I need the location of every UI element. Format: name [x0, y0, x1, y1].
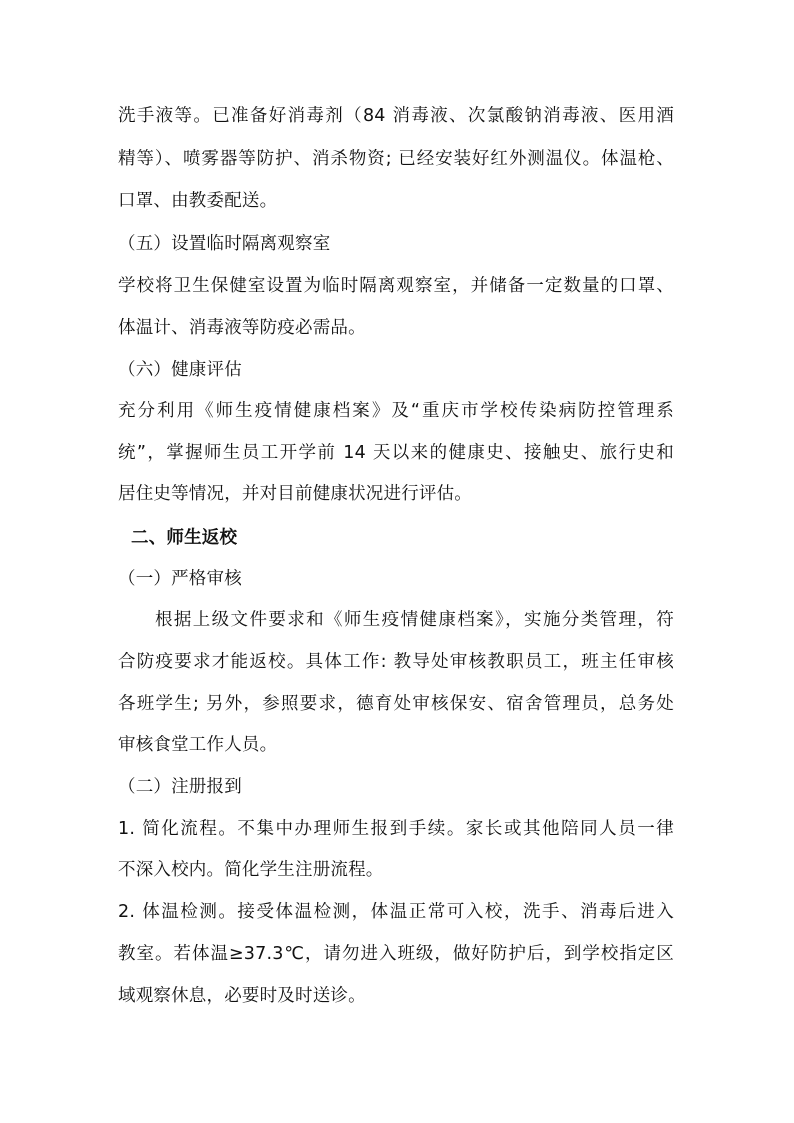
paragraph-line: 学校将卫生保健室设置为临时隔离观察室，并储备一定数量的口罩、 — [118, 276, 674, 296]
chapter-heading: 二、师生返校 — [131, 528, 238, 548]
section-heading: （五）设置临时隔离观察室 — [118, 234, 331, 254]
paragraph-line: 2. 体温检测。接受体温检测，体温正常可入校，洗手、消毒后进入 — [118, 902, 674, 922]
paragraph-line: 体温计、消毒液等防疫必需品。 — [118, 318, 366, 338]
paragraph-line: 精等）、喷雾器等防护、消杀物资; 已经安装好红外测温仪。体温枪、 — [118, 149, 674, 169]
section-heading: （二）注册报到 — [118, 777, 242, 797]
paragraph-line: 1. 简化流程。不集中办理师生报到手续。家长或其他陪同人员一律 — [118, 819, 674, 839]
paragraph-line: 统”，掌握师生员工开学前 14 天以来的健康史、接触史、旅行史和 — [118, 443, 674, 463]
paragraph-line: 教室。若体温≥37.3℃，请勿进入班级，做好防护后，到学校指定区 — [118, 944, 674, 964]
paragraph-line: 充分利用《师生疫情健康档案》及“重庆市学校传染病防控管理系 — [118, 401, 674, 421]
paragraph-line: 不深入校内。简化学生注册流程。 — [118, 860, 384, 880]
paragraph-line: 口罩、由教委配送。 — [118, 191, 278, 211]
section-heading: （六）健康评估 — [118, 360, 242, 380]
section-heading: （一）严格审核 — [118, 569, 242, 589]
paragraph-line: 居住史等情况，并对目前健康状况进行评估。 — [118, 484, 472, 504]
paragraph-line: 域观察休息，必要时及时送诊。 — [118, 986, 366, 1006]
paragraph-line: 审核食堂工作人员。 — [118, 735, 278, 755]
paragraph-line: 洗手液等。已准备好消毒剂（84 消毒液、次氯酸钠消毒液、医用酒 — [118, 106, 674, 126]
paragraph-line: 合防疫要求才能返校。具体工作: 教导处审核教职员工，班主任审核 — [118, 652, 674, 672]
paragraph-line: 各班学生; 另外，参照要求，德育处审核保安、宿舍管理员，总务处 — [118, 694, 674, 714]
paragraph-line: 根据上级文件要求和《师生疫情健康档案》，实施分类管理，符 — [155, 610, 674, 630]
